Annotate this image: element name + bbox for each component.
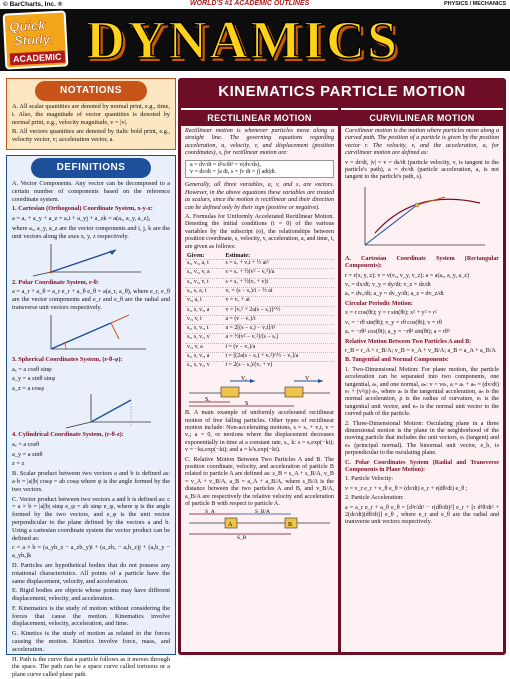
notations-box xyxy=(6,78,176,150)
tagline: WORLD'S #1 ACADEMIC OUTLINES xyxy=(190,0,310,7)
kinematics-title: KINEMATICS PARTICLE MOTION xyxy=(218,83,466,100)
table-row xyxy=(185,362,334,371)
table-cell-given: vₒ, a, t xyxy=(185,297,223,306)
table-cell-estimate: v = vₒ + at xyxy=(223,297,334,306)
def-kinematics: F. Kinematics is the study of motion without considering the forces that cause the motion. Kinematics involve displacement, velocity, acceleration, and time. xyxy=(12,604,170,628)
rect-generally: Generally, all three variables, a, v, and s, are vectors. However, in the above equations these variables are treated as scalars, since the motion is rectilinear and their direction can be defined only by their sign (positive or negative). xyxy=(185,182,334,211)
curvilinear-column xyxy=(341,108,503,652)
curv-circular-eq-2: vₓ = −rθ sin(θt); v_y = rθ cos(θt); v = rθ xyxy=(345,319,442,326)
table-cell-given: sₒ, s, vₒ, a xyxy=(185,353,223,362)
copyright-text: © BarCharts, Inc. ® xyxy=(3,1,63,8)
notations-title: NOTATIONS xyxy=(35,81,147,101)
label-b: B xyxy=(288,522,293,529)
def-vector-product-eq: c = a × b = (a_yb_z − a_zb_y)i + (a_zbₓ − aₓb_z)j + (aₓb_y − a_ybₓ)k xyxy=(12,544,170,560)
definitions-title: DEFINITIONS xyxy=(31,158,151,178)
header-banner xyxy=(0,9,510,71)
table-cell-given: vₒ, v, a xyxy=(185,343,223,352)
spherical-axes-diagram xyxy=(21,394,161,428)
rectilinear-motion-diagram xyxy=(185,373,334,407)
def-kinetics: G. Kinetics is the study of motion as related to the forces causing the motion. Kinetics involve force, mass, and acceleration. xyxy=(12,630,170,653)
def-cartesian-eq: a = aₓ + a_y + a_z = aₓi + a_yj + a_zk = a(aₓ, a_y, a_z), xyxy=(12,215,151,223)
definitions-box xyxy=(6,155,176,679)
curv-cartesian-eq-1: r = r(x, y, z); v = v(vₓ, v_y, v_z); a = a(aₓ, a_y, a_z) xyxy=(345,272,469,279)
curv-relative-head: Relative Motion Between Two Particles A and B: xyxy=(345,338,472,345)
table-cell-given: sₒ, s, vₒ, v xyxy=(185,334,223,343)
label-vo: Vₒ xyxy=(241,376,248,383)
def-spherical-head: 3. Spherical Coordinates System, (r-θ-φ): xyxy=(12,355,123,363)
table-row xyxy=(185,260,334,269)
logo-academic: ACADEMIC xyxy=(10,51,65,66)
kinematics-panel xyxy=(178,78,506,655)
curv-cartesian-eq-3: aₓ = dvₓ/dt; a_y = dv_y/dt; a_z = dv_z/dt xyxy=(345,291,444,298)
curvilinear-title: CURVILINEAR MOTION xyxy=(341,110,503,126)
curvilinear-path-diagram xyxy=(345,183,499,253)
logo-quick: Quick xyxy=(8,17,46,35)
notation-item-a: A. All scalar quantities are denoted by normal print, e.g., time, t. Also, the magnitude of vector quantities is denoted by normal print, e.g., velocity magnitude, v = |v|. xyxy=(12,103,170,126)
cartesian-axes-diagram xyxy=(21,242,161,276)
def-spherical-eq-3: a_z = a cosφ xyxy=(12,385,44,393)
def-cyl-eq-1: aₓ = a cosθ xyxy=(12,440,40,448)
page-title: DYNAMICS xyxy=(86,10,399,70)
curv-two-dim-motion: 1. Two-Dimensional Motion: For plane motion, the particle acceleration can be separated into two components, one tangential, aₜ, and one normal, aₙ: v = veₜ, a = aₜ + aₙ = (dv/dt) eₜ + (v²/ρ) eₙ, where aₜ is the tangential acceleration, aₙ is the normal acceleration, ρ is the radius of curvature, eₜ is the tangential unit vector, and eₙ is the normal unit vector to the curved path of the particle. xyxy=(345,366,499,418)
table-row xyxy=(185,343,334,352)
table-cell-estimate: s = sₒ + ½(vₒ + v)t xyxy=(223,278,334,287)
table-cell-estimate: a = ½(v² − vₒ²)/(s − sₒ) xyxy=(223,334,334,343)
def-particles: D. Particles are hypothetical bodies that do not possess any rotational characteristics. All points of a particle have the same displacement, velocity, and acceleration. xyxy=(12,561,170,585)
rectilinear-title: RECTILINEAR MOTION xyxy=(181,110,338,126)
def-spherical-eq-2: a_y = a sinθ sinφ xyxy=(12,375,56,383)
label-s: S xyxy=(245,401,249,408)
table-row xyxy=(185,315,334,324)
table-cell-estimate: a = (v − vₒ)/t xyxy=(223,315,334,324)
curv-polar-head: C. Polar Coordinates System (Radial and Transverse Components in Plane Motion): xyxy=(345,459,499,473)
table-cell-given: sₒ, vₒ, v, t xyxy=(185,278,223,287)
curv-particle-velocity: 1. Particle Velocity: xyxy=(345,476,394,483)
table-cell-given: sₒ, vₒ, a, t xyxy=(185,260,223,269)
curv-definition-eq: v = dr/dt, |v| = v = ds/dt (particle velocity, v, is tangent to the particle's path), a = dv/dt (particle acceleration, a, is not tangent to the particle's path, s). xyxy=(345,159,499,181)
curv-cartesian-eq-2: vₓ = dx/dt; v_y = dy/dt; v_z = dz/dt xyxy=(345,282,431,289)
table-row xyxy=(185,297,334,306)
table-cell-estimate: a = 2[(s − sₒ) − vₒt]/t² xyxy=(223,325,334,334)
table-row xyxy=(185,306,334,315)
relative-motion-diagram xyxy=(185,509,334,542)
logo-study: Study. xyxy=(13,31,54,49)
def-cartesian-text: where aₓ, a_y, a_z are the vector components and i, j, k are the unit vectors along the axes x, y, z respectively. xyxy=(12,224,170,240)
label-sb: S_B xyxy=(237,535,247,542)
label-sba: S_B/A xyxy=(255,509,270,516)
def-scalar-product: B. Scalar product between two vectors a and b is defined as: a·b = |a||b| cosφ = ab cosφ where φ is the angle formed by the two vectors. xyxy=(12,470,170,493)
left-column xyxy=(6,78,176,679)
table-row xyxy=(185,287,334,296)
table-cell-given: sₒ, s, a, t xyxy=(185,287,223,296)
curv-cartesian-head: A. Cartesian Coordinate System (Rectangular Components): xyxy=(345,255,499,270)
table-row xyxy=(185,353,334,362)
table-cell-given: sₒ, s, vₒ, v xyxy=(185,362,223,371)
rect-relative-motion: C. Relative Motion Between Two Particles A and B. The position coordinate, velocity, and acceleration of particle B related to particle A are defined as: s_B = s_A + s_B/A, v_B = v_A + v_B/A, a_B = a_A + a_B/A, where s_B/A is the distance between the two particles A and B, and v_B/A, a_B/A are respectively the relative velocity and acceleration of particle B with respect to particle A. xyxy=(185,456,334,508)
def-vector-components: A. Vector Components. Any vector can be decomposed to a certain number of components based on the reference coordinate system. xyxy=(12,180,170,203)
curv-circular-eq-1: x = r cos(θt); y = r sin(θt); x² + y² = r² xyxy=(345,310,437,317)
def-cartesian-head: 1. Cartesian (Orthogonal) Coordinate System, x-y-z: xyxy=(12,205,153,213)
label-a: A xyxy=(228,522,233,529)
def-polar-head: 2. Polar Coordinate System, r-θ: xyxy=(12,278,99,286)
curv-circular-head: Circular Periodic Motion: xyxy=(345,300,413,307)
def-spherical-eq-1: aₓ = a cosθ sinφ xyxy=(12,365,52,373)
rect-formulas-intro: A. Formulas for Uniformly Accelerated Rectilinear Motion. Denoting the initial conditions (t = 0) of the various variables by the subscript (o), the relationships between position coordinate, s, velocity, v, acceleration, a, and time, t, are given as follows: xyxy=(185,214,334,250)
table-cell-given: sₒ, s, vₒ, t xyxy=(185,325,223,334)
def-path: H. Path is the curve that a particle follows as it moves through the space. The path can be a space curve called tortuous or a plane curve called plane path. xyxy=(12,655,170,679)
rect-intro: Rectilinear motion is whenever particles move along a straight line. The governing equations regarding acceleration, a, velocity, v, and displacement (position coordinates), s, for rectilinear motion are: xyxy=(185,128,334,157)
rect-eq-1: a = dv/dt = d²s/dt² = v(dv/ds), xyxy=(190,161,261,168)
table-row xyxy=(185,278,334,287)
notation-item-b: B. All vectors quantities are denoted by italic bold print, e.g., velocity vector, v; acceleration vector, a. xyxy=(12,128,170,144)
polar-axes-diagram xyxy=(21,313,161,353)
label-sa: S_A xyxy=(205,509,215,516)
table-cell-estimate: s = sₒ + ½(v² − vₒ²)/a xyxy=(223,269,334,278)
rect-free-fall: B. A main example of uniformly accelerated rectilinear motion of free falling particles. Other types of rectilinear motion include: Non-accelerating motions, s = sₒ + vₒt, v = vₒ; a = 0, or motions where the displacement decreases exponentially in time at a constant rate, sₒ, k: s = sₒexp(−kt); v = −ksₒexp(−kt); and a = k²sₒexp(−kt). xyxy=(185,410,334,454)
def-polar-eq: a = a_r + a_θ = a_r e_r + a_θ e_θ = a(a_r, a_θ), where e_r, e_θ are the vector components and e_r and e_θ are the radial and transverse unit vectors respectively. xyxy=(12,288,170,311)
def-rigid-bodies: E. Rigid bodies are objects whose points may have different displacement, velocity, and acceleration. xyxy=(12,587,170,603)
top-strip xyxy=(0,0,510,9)
curv-particle-accel: 2. Particle Acceleration: xyxy=(345,495,404,502)
table-cell-estimate: vₒ = (s − sₒ)/t − ½ at xyxy=(223,287,334,296)
table-cell-given: sₒ, s, vₒ, a xyxy=(185,306,223,315)
table-cell-estimate: s = sₒ + vₒt + ½ at² xyxy=(223,260,334,269)
table-row xyxy=(185,325,334,334)
quickstudy-logo xyxy=(3,10,69,69)
table-header-estimate: Estimate: xyxy=(225,253,251,260)
curv-tangential-head: B. Tangential and Normal Components: xyxy=(345,357,449,364)
label-v: V xyxy=(305,376,310,383)
table-row xyxy=(185,269,334,278)
curv-particle-velocity-eq: v = v_r e_r + v_θ e_θ = (dr/dt) e_r + r(dθ/dt) e_θ ; xyxy=(345,485,468,492)
table-cell-estimate: t = 2(s − sₒ)/(vₒ + v) xyxy=(223,362,334,371)
curv-intro: Curvilinear motion is the motion where particles move along a curved path. The position of a particle is given by the position vector r. The velocity, v, and the acceleration, a, for curvilinear motion are defined as: xyxy=(345,128,499,157)
rect-eq-2: v = ds/dt = ∫a dt, s = ∫v dt = ∫∫ adt|dt. xyxy=(190,169,277,176)
def-cyl-eq-2: a_y = a sinθ xyxy=(12,450,43,458)
def-cyl-eq-3: z = z xyxy=(12,460,25,468)
def-cylindrical-head: 4. Cylindrical Coordinate System, (r-θ-z): xyxy=(12,430,124,438)
rectilinear-column xyxy=(181,108,338,652)
table-header-given: Given: xyxy=(187,253,205,260)
table-cell-given: vₒ, v, t xyxy=(185,315,223,324)
table-cell-estimate: t = [(2a(s − sₒ) + vₒ²)^½ − vₒ]/a xyxy=(223,353,334,362)
curv-particle-accel-eq: a = a_r e_r + a_θ e_θ = [d²r/dt² − r(dθ/dt)²] e_r + [r d²θ/dt² + 2(dr/dt)(dθ/dt)] e_θ , where e_r and e_θ are the radial and transverse unit vectors respectively. xyxy=(345,504,499,526)
table-cell-given: sₒ, vₒ, v, a xyxy=(185,269,223,278)
label-so: Sₒ xyxy=(205,397,211,404)
side-label: PHYSICS / MECHANICS xyxy=(443,1,506,7)
curv-circular-eq-3: aₓ = −rθ² cos(θt); a_y = −rθ² sin(θt); a = rθ² xyxy=(345,329,450,336)
rect-equations xyxy=(185,160,334,179)
table-cell-estimate: v = [vₒ² + 2a(s − sₒ)]^½ xyxy=(223,306,334,315)
curv-relative-eq: r_B = r_A + r_B/A; v_B = v_A + v_B/A; a_B = a_A + a_B/A xyxy=(345,347,496,354)
table-row xyxy=(185,334,334,343)
uniform-acceleration-table xyxy=(185,253,334,371)
table-cell-estimate: t = (v − vₒ)/a xyxy=(223,343,334,352)
def-vector-product: C. Vector product between two vectors a and b is defined as: c = a × b = |a||b| sinφ e_φ = ab sinφ e_φ, where φ is the angle formed by the two vectors, and e_φ is the unit vector perpendicular to the plane defined by the vectors a and b. Using a cartesian coordinate system the vector product can be defined as: xyxy=(12,495,170,542)
curv-three-dim-motion: 2. Three-Dimensional Motion: Osculating plane in a three dimensional motion is the plane in the neighborhood of the moving particle that includes the unit vectors, eₜ (tangent) and eₙ (principal normal). The binormal unit vector, e_b, is perpendicular to the osculating plane. xyxy=(345,420,499,457)
